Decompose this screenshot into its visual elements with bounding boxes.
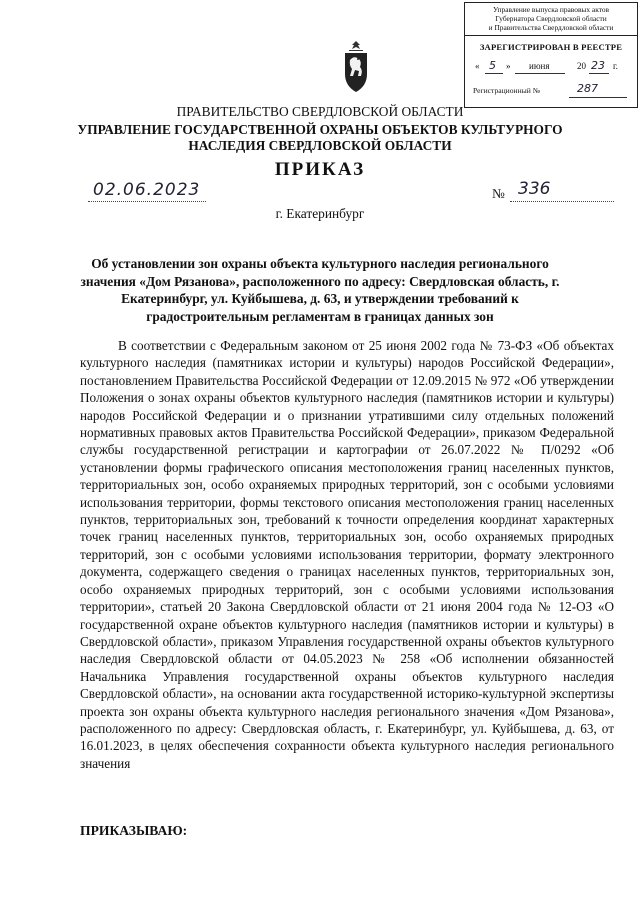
document-subject: Об установлении зон охраны объекта культурного наследия регионального значения «Дом Рязанова», расположенного по адресу: Свердловская область, г. Екатеринбург, ул. Куйбышева, д. 63, и утверждении требований к градостроительным регламентам в границах данных зон [80, 256, 560, 324]
stamp-month: июня [529, 61, 550, 71]
registry-stamp [464, 2, 638, 108]
stamp-reg-label: Регистрационный № [473, 86, 540, 95]
document-date: 02.06.2023 [93, 180, 201, 200]
number-underline [510, 201, 614, 202]
preamble-paragraph: В соответствии с Федеральным законом от 25 июня 2002 года № 73-ФЗ «Об объектах культурного наследия (памятниках истории и культуры) народов Российской Федерации», постановлением Правительства Российской Федерации от 12.09.2015 № 972 «Об утверждении Положения о зонах охраны объектов культурного наследия (памятников истории и культуры) народов Российской Федерации и о признании утратившими силу отдельных положений нормативных правовых актов Правительства Российской Федерации», приказом Федеральной службы государственной регистрации и картографии от 26.07.2022 № П/0292 «Об установлении формы графического описания местоположения границ населенных пунктов, территориальных зон, особо охраняемых природных территорий, зон с особыми условиями использования территории, формы текстового описания местоположения границ населенных пунктов, территориальных зон, требований к точности определения координат характерных точек границ населенных пунктов, территориальных зон, особо охраняемых природных территорий, зон с особыми условиями использования территории, формату электронного документа, содержащего сведения о границах населенных пунктов, территориальных зон, особо охраняемых природных территорий, зон с особыми условиями использования территории», статьей 20 Закона Свердловской области от 21 июня 2004 года № 12-ОЗ «О государственной охране объектов культурного наследия (памятников истории и культуры) в Свердловской области», приказом Управления государственной охраны объектов культурного наследия Свердловской области от 04.05.2023 № 258 «Об исполнении обязанностей Начальника Управления государственной охраны объектов культурного наследия Свердловской области», на основании акта государственной историко-культурной экспертизы проекта зон охраны объекта культурного наследия регионального значения «Дом Рязанова», расположенного по адресу: Свердловская область, г. Екатеринбург, ул. Куйбышева, д. 63, от 16.01.2023, в целях обеспечения сохранности объекта культурного наследия регионального значения [80, 338, 614, 771]
government-name: ПРАВИТЕЛЬСТВО СВЕРДЛОВСКОЙ ОБЛАСТИ [176, 104, 464, 119]
stamp-day: 5 [489, 59, 496, 72]
department-name: УПРАВЛЕНИЕ ГОСУДАРСТВЕННОЙ ОХРАНЫ ОБЪЕКТОВ КУЛЬТУРНОГО НАСЛЕДИЯ СВЕРДЛОВСКОЙ ОБЛАСТИ [77, 122, 563, 153]
document-type: ПРИКАЗ [274, 159, 366, 180]
stamp-year-prefix: 20 [577, 61, 586, 71]
document-number: 336 [518, 179, 551, 199]
number-label: № [492, 186, 505, 201]
stamp-header-line: и Правительства Свердловской области [488, 23, 614, 32]
coat-of-arms-icon [340, 40, 372, 94]
stamp-registered-label: ЗАРЕГИСТРИРОВАН В РЕЕСТРЕ [479, 42, 623, 52]
order-word: ПРИКАЗЫВАЮ: [80, 823, 188, 838]
stamp-year-g: г. [613, 61, 618, 71]
stamp-header [465, 3, 637, 36]
stamp-close-quote: » [506, 61, 511, 71]
stamp-open-quote: « [475, 61, 480, 71]
stamp-year-suffix: 23 [591, 59, 605, 72]
date-underline [88, 201, 206, 202]
stamp-header-line: Управление выпуска правовых актов [492, 5, 610, 14]
city: г. Екатеринбург [275, 206, 365, 221]
stamp-reg-value: 287 [577, 82, 598, 95]
stamp-header-line: Губернатора Свердловской области [495, 14, 607, 23]
